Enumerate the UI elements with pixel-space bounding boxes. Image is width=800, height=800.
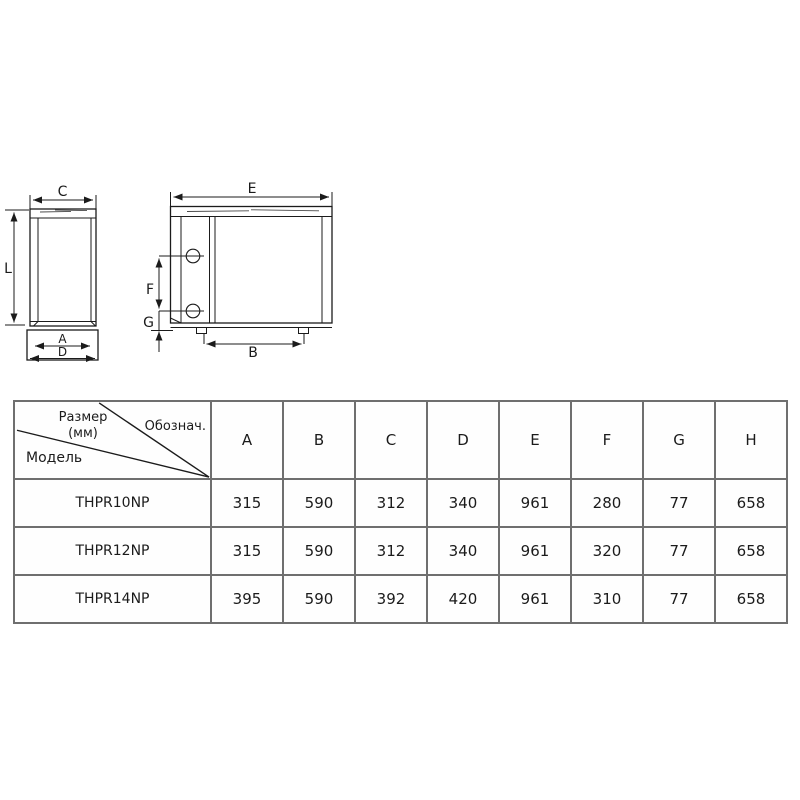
dim-label-b: B bbox=[248, 345, 258, 361]
model-name: THPR14NP bbox=[14, 575, 211, 623]
dimension-c bbox=[30, 184, 96, 209]
column-header-a: A bbox=[211, 401, 283, 479]
corner-model-label: Модель bbox=[26, 450, 83, 466]
value-cell: 590 bbox=[283, 575, 355, 623]
value-cell: 315 bbox=[211, 479, 283, 527]
value-cell: 658 bbox=[715, 479, 787, 527]
dimension-f bbox=[146, 256, 204, 311]
table-corner-cell bbox=[14, 401, 211, 479]
column-header-d: D bbox=[427, 401, 499, 479]
table-row bbox=[14, 575, 787, 623]
corner-size-unit: (мм) bbox=[68, 426, 98, 441]
value-cell: 395 bbox=[211, 575, 283, 623]
right-foot bbox=[299, 328, 309, 334]
dim-label-e: E bbox=[247, 181, 257, 197]
model-name: THPR10NP bbox=[14, 479, 211, 527]
value-cell: 392 bbox=[355, 575, 427, 623]
value-cell: 961 bbox=[499, 527, 571, 575]
dimension-l bbox=[4, 210, 29, 325]
column-header-b: B bbox=[283, 401, 355, 479]
left-foot bbox=[197, 328, 207, 334]
side-view-body-outline bbox=[30, 209, 96, 326]
value-cell: 312 bbox=[355, 479, 427, 527]
dim-label-g: G bbox=[143, 315, 154, 331]
corner-designation-label: Обознач. bbox=[144, 419, 206, 434]
column-header-g: G bbox=[643, 401, 715, 479]
value-cell: 320 bbox=[571, 527, 643, 575]
front-view-diagram bbox=[143, 181, 332, 361]
dim-label-d: D bbox=[57, 345, 68, 359]
value-cell: 310 bbox=[571, 575, 643, 623]
value-cell: 961 bbox=[499, 479, 571, 527]
value-cell: 340 bbox=[427, 527, 499, 575]
value-cell: 315 bbox=[211, 527, 283, 575]
value-cell: 658 bbox=[715, 575, 787, 623]
table-row bbox=[14, 527, 787, 575]
dimension-e bbox=[171, 181, 333, 206]
dim-label-c: C bbox=[57, 184, 68, 200]
model-name: THPR12NP bbox=[14, 527, 211, 575]
value-cell: 77 bbox=[643, 527, 715, 575]
dimension-g bbox=[143, 311, 173, 352]
value-cell: 961 bbox=[499, 575, 571, 623]
dim-label-f: F bbox=[145, 282, 154, 298]
table-header-row bbox=[14, 401, 787, 479]
dim-label-l: L bbox=[4, 261, 12, 277]
value-cell: 658 bbox=[715, 527, 787, 575]
value-cell: 420 bbox=[427, 575, 499, 623]
corner-size-label: Размер bbox=[58, 410, 108, 425]
column-header-f: F bbox=[571, 401, 643, 479]
table-row bbox=[14, 479, 787, 527]
dimension-b bbox=[204, 334, 304, 361]
value-cell: 312 bbox=[355, 527, 427, 575]
value-cell: 77 bbox=[643, 575, 715, 623]
value-cell: 590 bbox=[283, 479, 355, 527]
side-view-diagram bbox=[4, 184, 98, 360]
dimensions-table bbox=[13, 400, 788, 624]
column-header-c: C bbox=[355, 401, 427, 479]
dim-label-a: A bbox=[58, 332, 67, 346]
value-cell: 590 bbox=[283, 527, 355, 575]
dimension-a bbox=[35, 332, 90, 346]
column-header-h: H bbox=[715, 401, 787, 479]
value-cell: 280 bbox=[571, 479, 643, 527]
value-cell: 77 bbox=[643, 479, 715, 527]
dimension-d bbox=[30, 345, 95, 359]
value-cell: 340 bbox=[427, 479, 499, 527]
dimension-drawings bbox=[0, 0, 800, 392]
column-header-e: E bbox=[499, 401, 571, 479]
